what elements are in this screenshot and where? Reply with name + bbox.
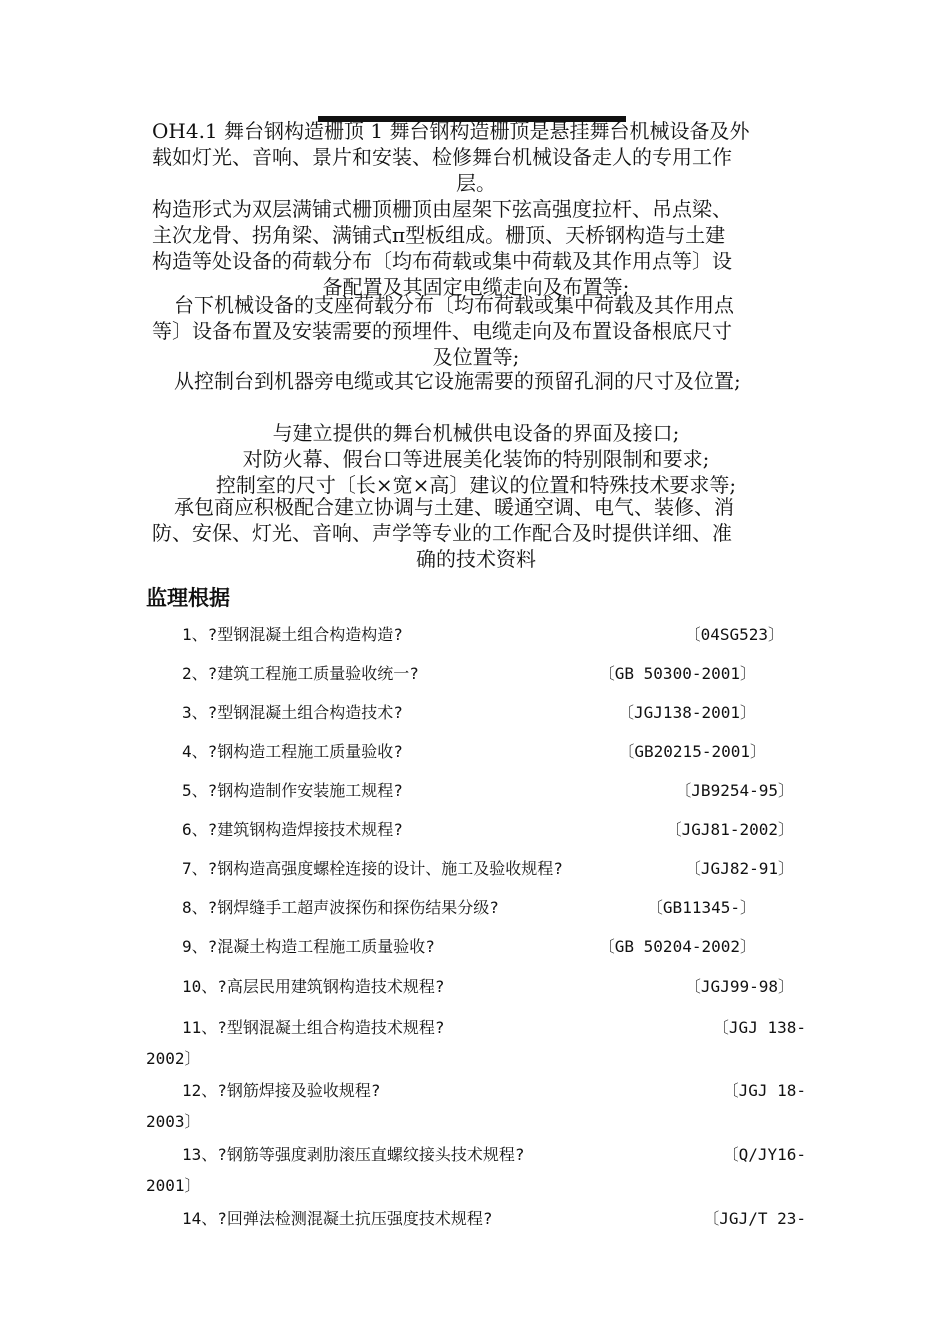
reference-title: 12、?钢筋焊接及验收规程? [182, 1081, 381, 1100]
reference-code: 〔GB20215-2001〕 [618, 742, 766, 761]
reference-item [146, 971, 806, 1002]
text-line: 台下机械设备的支座荷载分布〔均布荷载或集中荷载及其作用点 [174, 293, 734, 317]
reference-item [146, 775, 806, 806]
text-line: 与建立提供的舞台机械供电设备的界面及接口; [272, 421, 680, 445]
reference-title: 4、?钢构造工程施工质量验收? [182, 742, 403, 761]
reference-code: 〔JGJ 138- [712, 1018, 806, 1037]
text-line: 控制室的尺寸〔长×宽×高〕建议的位置和特殊技术要求等; [215, 473, 737, 497]
reference-code: 〔GB 50300-2001〕 [598, 664, 756, 683]
reference-item [146, 814, 806, 845]
text-line: 备配置及其固定电缆走向及布置等; [322, 275, 630, 299]
structure-paragraph [146, 196, 806, 300]
text-line: 构造形式为双层满铺式栅顶栅顶由屋架下弦高强度拉杆、吊点梁、 [152, 197, 732, 221]
control-paragraph [146, 368, 806, 394]
reference-title: 6、?建筑钢构造焊接技术规程? [182, 820, 403, 839]
reference-title: 5、?钢构造制作安装施工规程? [182, 781, 403, 800]
reference-item [146, 697, 806, 728]
text-line: 从控制台到机器旁电缆或其它设施需要的预留孔洞的尺寸及位置; [174, 369, 741, 393]
reference-item [146, 1012, 806, 1074]
reference-title: 14、?回弹法检测混凝土抗压强度技术规程? [182, 1209, 493, 1228]
reference-code: 〔JGJ 18- [722, 1081, 806, 1100]
text-line: 确的技术资料 [416, 547, 536, 571]
reference-item [146, 736, 806, 767]
reference-item [146, 931, 806, 962]
reference-item [146, 892, 806, 923]
reference-title: 10、?高层民用建筑钢构造技术规程? [182, 977, 445, 996]
text-line: 构造等处设备的荷载分布〔均布荷载或集中荷载及其作用点等〕设 [152, 249, 732, 273]
text-line: 防、安保、灯光、音响、声学等专业的工作配合及时提供详细、准 [152, 521, 732, 545]
reference-code: 〔JGJ99-98〕 [684, 977, 794, 996]
reference-title: 1、?型钢混凝土组合构造构造? [182, 625, 403, 644]
reference-title: 11、?型钢混凝土组合构造技术规程? [182, 1018, 445, 1037]
reference-code: 〔JGJ81-2002〕 [665, 820, 794, 839]
reference-item [146, 1075, 806, 1137]
reference-code: 〔JB9254-95〕 [675, 781, 794, 800]
contractor-paragraph [146, 494, 806, 572]
reference-title: 3、?型钢混凝土组合构造技术? [182, 703, 403, 722]
reference-item [146, 619, 806, 650]
interface-paragraph [146, 420, 806, 498]
intro-paragraph [146, 118, 806, 196]
reference-title: 7、?钢构造高强度螺栓连接的设计、施工及验收规程? [182, 859, 563, 878]
reference-code: 〔Q/JY16- [722, 1145, 806, 1164]
text-line: OH4.1 舞台钢构造栅顶 1 舞台钢构造栅顶是悬挂舞台机械设备及外 [152, 119, 750, 143]
reference-item [146, 1203, 806, 1234]
reference-code: 〔JGJ138-2001〕 [618, 703, 756, 722]
reference-item [146, 1139, 806, 1201]
reference-title: 8、?钢焊缝手工超声波探伤和探伤结果分级? [182, 898, 499, 917]
reference-item [146, 658, 806, 689]
reference-code: 〔GB11345-〕 [646, 898, 756, 917]
text-line: 层。 [456, 171, 496, 195]
text-line: 等〕设备布置及安装需要的预埋件、电缆走向及布置设备根底尺寸 [152, 319, 732, 343]
text-line: 及位置等; [432, 345, 520, 369]
text-line: 对防火幕、假台口等进展美化装饰的特别限制和要求; [242, 447, 710, 471]
text-line: 主次龙骨、拐角梁、满铺式π型板组成。栅顶、天桥钢构造与土建 [152, 223, 726, 247]
section-heading: 监理根据 [146, 586, 230, 610]
under-stage-paragraph [146, 292, 806, 370]
reference-code: 〔GB 50204-2002〕 [598, 937, 756, 956]
reference-code-continued: 2001〕 [146, 1176, 201, 1195]
reference-title: 2、?建筑工程施工质量验收统一? [182, 664, 419, 683]
reference-title: 9、?混凝土构造工程施工质量验收? [182, 937, 435, 956]
reference-code-continued: 2003〕 [146, 1112, 201, 1131]
reference-code-continued: 2002〕 [146, 1049, 201, 1068]
reference-code: 〔JGJ/T 23- [703, 1209, 806, 1228]
text-line: 载如灯光、音响、景片和安装、检修舞台机械设备走人的专用工作 [152, 145, 732, 169]
reference-code: 〔JGJ82-91〕 [684, 859, 794, 878]
text-line: 承包商应积极配合建立协调与土建、暖通空调、电气、装修、消 [174, 495, 734, 519]
reference-item [146, 853, 806, 884]
reference-title: 13、?钢筋等强度剥肋滚压直螺纹接头技术规程? [182, 1145, 525, 1164]
reference-code: 〔04SG523〕 [684, 625, 784, 644]
